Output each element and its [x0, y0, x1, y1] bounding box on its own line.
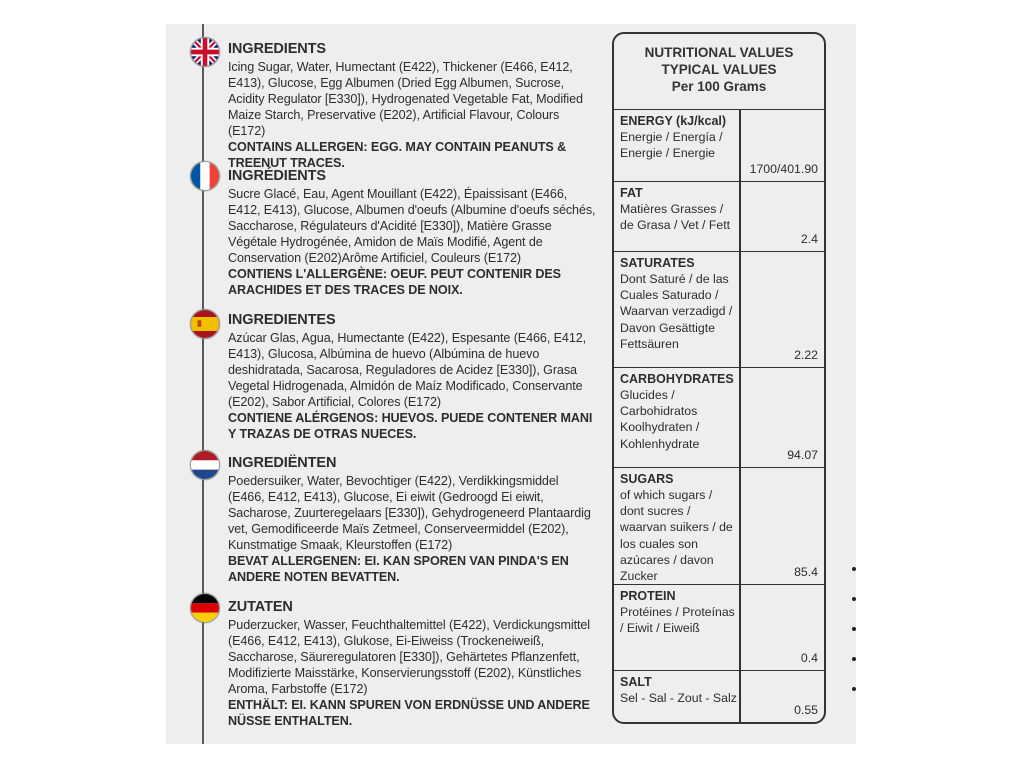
- france-flag-icon: [190, 161, 220, 191]
- column-divider: [739, 368, 741, 467]
- nutrition-row-salt: [614, 670, 824, 722]
- ingredients-text: Azúcar Glas, Agua, Humectante (E422), Espesante (E466, E412, E413), Glucosa, Albúmina de huevo (Albúmina de huevo deshidratada, Sacarosa, Reguladores de Acidez [E330]), Grasa Vegetal Hidrogenada, Almidón de Maíz Modificado, Conservante (E202), Sabor Artificial, Colores (E172): [228, 331, 587, 409]
- nutrient-value: 94.07: [787, 448, 818, 462]
- ingredients-section-fr: [228, 168, 598, 298]
- allergen-text: CONTAINS ALLERGEN: EGG. MAY CONTAIN PEANUTS & TREENUT TRACES.: [228, 140, 567, 170]
- column-divider: [739, 182, 741, 251]
- nutrient-translations: Glucides / Carbohidratos Koolhydraten / Kohlenhydrate: [620, 388, 700, 451]
- bullet-dot: [852, 597, 856, 601]
- section-heading: INGREDIËNTEN: [228, 455, 337, 471]
- germany-flag-icon: [190, 593, 220, 623]
- uk-flag-icon: [190, 37, 220, 67]
- allergen-text: ENTHÄLT: EI. KANN SPUREN VON ERDNÜSSE UND ANDERE NÜSSE ENTHALTEN.: [228, 698, 590, 728]
- nutrition-subtitle: TYPICAL VALUES: [661, 62, 777, 77]
- nutrient-name: SATURATES: [620, 256, 695, 270]
- netherlands-flag-icon: [190, 450, 220, 480]
- ingredients-text: Poedersuiker, Water, Bevochtiger (E422), Verdikkingsmiddel (E466, E412, E413), Glucose, Ei eiwit (Gedroogd Ei eiwit, Sacharose, Zuurteregelaars [E330]), Gehydrogeneerd Plantaardig vet, Gemodificeerde Maïs Zetmeel, Conserveermiddel (E202), Kunstmatige Smaak, Kleurstoffen (E172): [228, 474, 591, 552]
- allergen-text: CONTIENE ALÉRGENOS: HUEVOS. PUEDE CONTENER MANI Y TRAZAS DE OTRAS NUECES.: [228, 411, 593, 441]
- ingredients-text: Sucre Glacé, Eau, Agent Mouillant (E422), Épaissisant (E466, E412, E413), Glucose, Albumen d'oeufs (Albumine d'oeufs séchés, Saccharose, Régulateurs d'Acidité [E330]), Matière Grasse Végétale Hydrogénée, Amidon de Maïs Modifié, Agent de Conservation (E202)Arôme Artificiel, Couleurs (E172): [228, 187, 596, 265]
- nutrient-name: SALT: [620, 675, 652, 689]
- section-heading: ZUTATEN: [228, 599, 293, 615]
- left-border-line: [202, 24, 204, 744]
- allergen-text: BEVAT ALLERGENEN: EI. KAN SPOREN VAN PINDA'S EN ANDERE NOTEN BEVATTEN.: [228, 554, 569, 584]
- nutrient-name: SUGARS: [620, 472, 674, 486]
- nutrient-value: 0.55: [794, 703, 818, 717]
- nutrition-row-sugars: [614, 467, 824, 584]
- nutrient-translations: Sel - Sal - Zout - Salz: [620, 691, 737, 705]
- bullet-dot: [852, 627, 856, 631]
- column-divider: [739, 585, 741, 670]
- nutrient-value: 0.4: [800, 651, 818, 665]
- ingredients-section-en: [228, 41, 598, 171]
- allergen-text: CONTIENS L'ALLERGÈNE: OEUF. PEUT CONTENIR DES ARACHIDES ET DES TRACES DE NOIX.: [228, 267, 561, 297]
- nutrition-row-energy: [614, 109, 824, 181]
- column-divider: [739, 252, 741, 367]
- nutrient-name: ENERGY (kJ/kcal): [620, 114, 727, 128]
- nutrient-translations: Energie / Energía / Energie / Energie: [620, 130, 723, 161]
- nutrient-value: 2.22: [794, 348, 818, 362]
- nutrition-title: NUTRITIONAL VALUES: [644, 45, 794, 60]
- ingredients-section-nl: [228, 455, 598, 585]
- column-divider: [739, 671, 741, 722]
- section-heading: INGRÉDIENTS: [228, 168, 326, 184]
- nutrient-name: PROTEIN: [620, 589, 676, 603]
- nutrient-value: 85.4: [794, 565, 818, 579]
- spain-flag-icon: [190, 309, 220, 339]
- nutrient-value: 1700/401.90: [749, 162, 818, 176]
- nutrition-row-protein: [614, 584, 824, 670]
- section-heading: INGREDIENTES: [228, 312, 336, 328]
- nutrition-row-saturates: [614, 251, 824, 367]
- bullet-dot: [852, 567, 856, 571]
- bullet-dot: [852, 657, 856, 661]
- nutrient-name: FAT: [620, 186, 643, 200]
- nutrient-translations: Dont Saturé / de las Cuales Saturado / Waarvan verzadigd / Davon Gesättigte Fettsäuren: [620, 272, 733, 351]
- nutrition-header: [614, 44, 824, 95]
- bullet-dot: [852, 687, 856, 691]
- nutrition-row-carbohydrates: [614, 367, 824, 467]
- column-divider: [739, 468, 741, 584]
- nutrition-row-fat: [614, 181, 824, 251]
- ingredients-section-es: [228, 312, 598, 442]
- ingredients-text: Puderzucker, Wasser, Feuchthaltemittel (E422), Verdickungsmittel (E466, E412, E413), Glukose, Ei-Eiweiss (Trockeneiweiß, Saccharose, Säureregulatoren [E330]), Gehärtetes Pflanzenfett, Modifizierte Maisstärke, Konservierungsstoff (E202), Künstliches Aroma, Farbstoffe (E172): [228, 618, 591, 696]
- nutrition-table: [612, 32, 826, 724]
- nutrition-per-amount: Per 100 Grams: [671, 79, 767, 94]
- nutrient-value: 2.4: [800, 232, 818, 246]
- ingredients-text: Icing Sugar, Water, Humectant (E422), Thickener (E466, E412, E413), Glucose, Egg Albumen (Dried Egg Albumen, Sucrose, Acidity Regulator [E330]), Hydrogenated Vegetable Fat, Modified Maize Starch, Preservative (E202), Artificial Flavour, Colours (E172): [228, 60, 583, 138]
- nutrient-translations: Matières Grasses / de Grasa / Vet / Fett: [620, 202, 731, 233]
- ingredients-section-de: [228, 599, 598, 729]
- nutrient-translations: Protéines / Proteínas / Eiwit / Eiweiß: [620, 605, 735, 636]
- section-heading: INGREDIENTS: [228, 41, 326, 57]
- column-divider: [739, 110, 741, 181]
- nutrient-translations: of which sugars / dont sucres / waarvan suikers / de los cuales son azúcares / davon Zucker: [620, 488, 733, 584]
- nutrient-name: CARBOHYDRATES: [620, 372, 734, 386]
